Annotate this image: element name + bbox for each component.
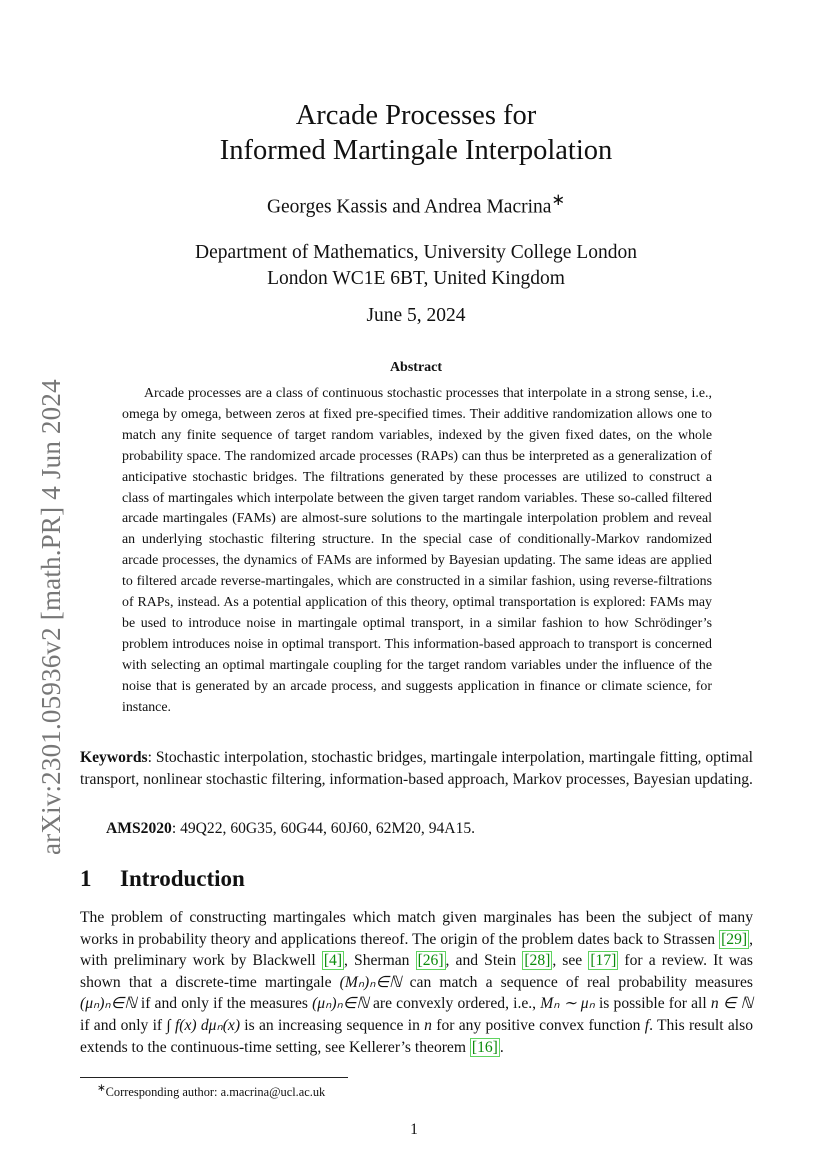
title-line-2: Informed Martingale Interpolation [219, 135, 613, 166]
affiliation-line-1: Department of Mathematics, University College London [195, 242, 637, 263]
math-expression: f [644, 1016, 650, 1034]
ams-text: : 49Q22, 60G35, 60G44, 60J60, 62M20, 94A15. [171, 820, 476, 837]
math-expression: Mₙ ∼ μₙ [540, 995, 595, 1013]
section-number: 1 [80, 866, 92, 891]
citation-link[interactable]: [29] [721, 930, 748, 948]
intro-text: for a review. It was shown that a discrete-time martingale [80, 952, 754, 991]
intro-text: , and Stein [445, 952, 523, 970]
author-footnote-mark: ∗ [551, 191, 566, 209]
title-line-1: Arcade Processes for [295, 100, 537, 131]
affiliation [80, 240, 752, 292]
intro-paragraph [80, 907, 753, 1058]
citation-link[interactable]: [28] [524, 952, 551, 970]
intro-text: , see [552, 952, 589, 970]
abstract-heading: Abstract [389, 360, 443, 375]
page-number: 1 [410, 1121, 418, 1138]
arxiv-identifier: arXiv:2301.05936v2 [math.PR] 4 Jun 2024 [36, 379, 66, 855]
intro-text: . [499, 1038, 504, 1056]
citation-link[interactable]: [26] [417, 952, 444, 970]
math-expression: (μₙ)ₙ∈ℕ [80, 995, 137, 1013]
paper-title [80, 98, 752, 168]
footnote-mark: ∗ [97, 1083, 106, 1094]
intro-text: The problem of constructing martingales which match given marginales has been the subject of many works in probability theory and applications thereof. The origin of the problem dates back to Strassen [80, 909, 753, 948]
intro-text: is possible for all [594, 995, 711, 1013]
section-heading [80, 866, 245, 892]
citation-link[interactable]: [4] [323, 952, 343, 970]
ams-classification [106, 820, 746, 838]
intro-text: , Sherman [344, 952, 416, 970]
math-expression: n [424, 1016, 432, 1034]
footnote [97, 1082, 325, 1100]
intro-text: are convexly ordered, i.e., [368, 995, 541, 1013]
keywords-label: Keywords [80, 749, 148, 766]
footnote-rule [80, 1077, 348, 1078]
footnote-text: Corresponding author: a.macrina@ucl.ac.uk [105, 1085, 326, 1100]
keywords [80, 747, 753, 790]
math-expression: ∫ f(x) dμₙ(x) [166, 1016, 241, 1034]
ams-label: AMS2020 [106, 820, 172, 837]
citation-link[interactable]: [16] [471, 1038, 498, 1056]
authors [80, 190, 752, 219]
intro-text: if and only if [80, 1016, 167, 1034]
math-expression: (Mₙ)ₙ∈ℕ [339, 973, 402, 991]
intro-text: can match a sequence of real probability measures [401, 973, 753, 991]
keywords-text: : Stochastic interpolation, stochastic bridges, martingale interpolation, martingale fitting, optimal transport, nonlinear stochastic filtering, information-based approach, Markov processes, Bayesian updating. [80, 749, 753, 788]
intro-text: . This result also extends to the continuous-time setting, see Kellerer’s theorem [80, 1016, 753, 1056]
citation-link[interactable]: [17] [590, 952, 617, 970]
intro-text: , with preliminary work by Blackwell [80, 930, 753, 970]
math-expression: n ∈ ℕ [710, 995, 754, 1013]
intro-text: is an increasing sequence in [240, 1016, 425, 1034]
abstract-text: Arcade processes are a class of continuous stochastic processes that interpolate in a strong sense, i.e., omega by omega, between zeros at fixed pre-specified times. Their additive randomization allows one to match any finite sequence of target random variables, indexed by the given fixed dates, on the whole probability space. The randomized arcade processes (RAPs) can thus be interpreted as a generalization of anticipative stochastic bridges. The filtrations generated by these processes are utilized to construct a class of martingales which interpolate between the given target random variables. These so-called filtered arcade martingales (FAMs) are almost-sure solutions to the martingale interpolation problem and reveal an underlying stochastic filtering structure. In the special case of conditionally-Markov randomized arcade processes, the dynamics of FAMs are informed by Bayesian updating. The same ideas are applied to filtered arcade reverse-martingales, which are constructed in a similar fashion, using reverse-filtrations of RAPs, instead. As a potential application of this theory, optimal transportation is explored: FAMs may be used to introduce noise in martingale optimal transport, in a similar fashion to how Schrödinger’s problem introduces noise in optimal transport. This information-based approach to transport is concerned with selecting an optimal martingale coupling for the target random variables under the influence of the noise that is generated by an arcade process, and suggests application in finance or climate science, for instance. [122, 386, 712, 715]
math-expression: (μₙ)ₙ∈ℕ [312, 995, 369, 1013]
affiliation-line-2: London WC1E 6BT, United Kingdom [267, 268, 565, 289]
intro-text: for any positive convex function [431, 1016, 645, 1034]
author-names: Georges Kassis and Andrea Macrina [266, 196, 552, 218]
intro-text: if and only if the measures [136, 995, 313, 1013]
section-title: Introduction [120, 866, 245, 891]
paper-date: June 5, 2024 [366, 305, 466, 326]
